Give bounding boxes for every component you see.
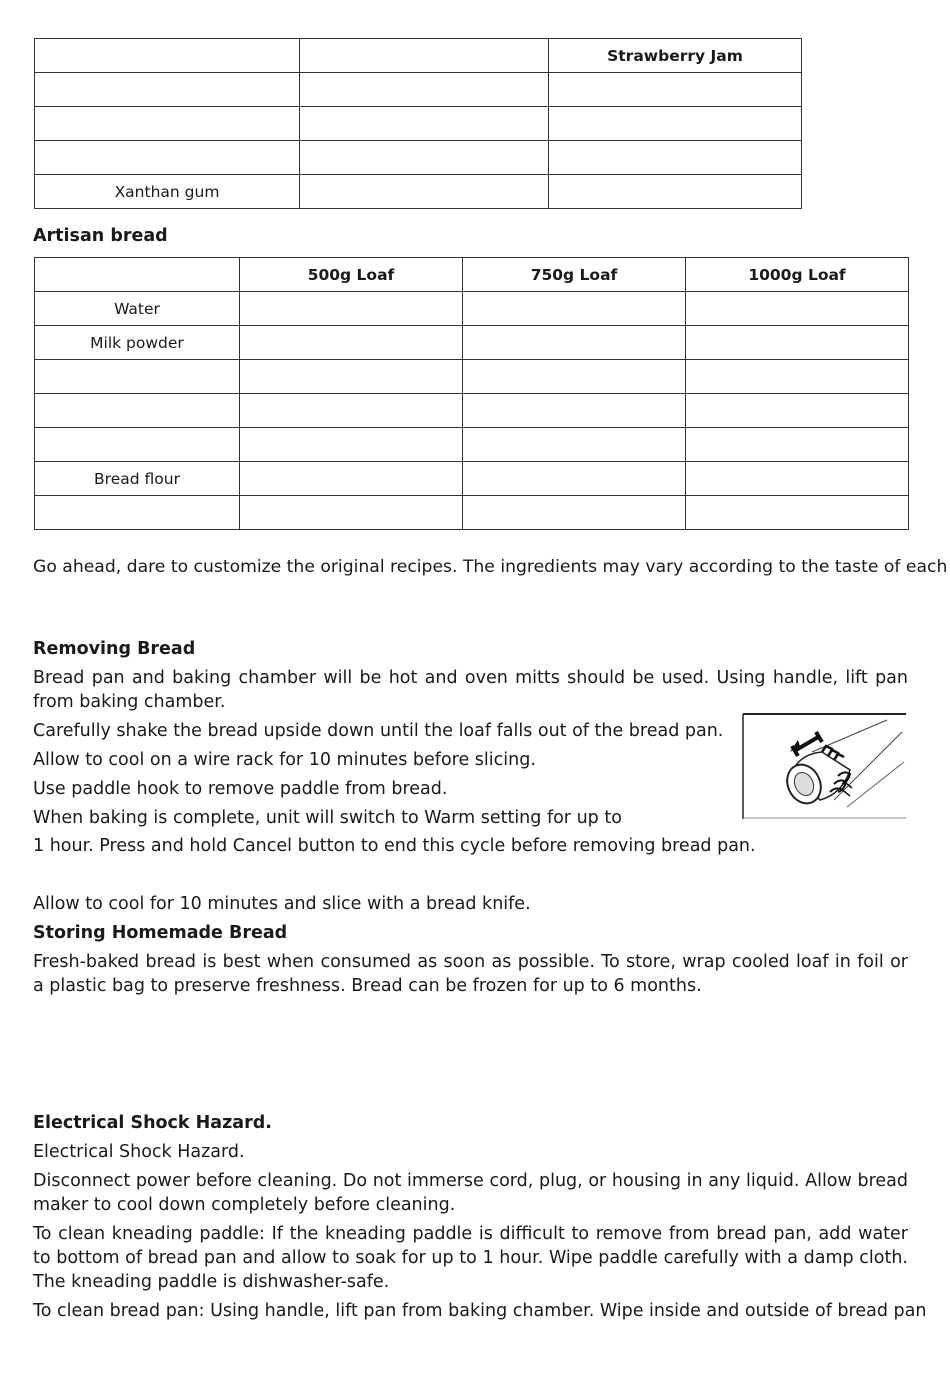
table-cell (35, 428, 240, 462)
table-cell: Bread flour (35, 462, 240, 496)
table-cell (686, 360, 909, 394)
table-cell (549, 73, 802, 107)
table-row (35, 107, 802, 141)
storing-heading: Storing Homemade Bread (33, 923, 288, 943)
table-cell (300, 141, 549, 175)
table-cell (35, 141, 300, 175)
table-header-row (35, 39, 802, 73)
table-cell (463, 394, 686, 428)
electrical-paragraph: Electrical Shock Hazard. (33, 1142, 245, 1162)
table-row (35, 326, 909, 360)
table-cell (240, 326, 463, 360)
table-cell: Xanthan gum (35, 175, 300, 209)
table-row (35, 73, 802, 107)
table-row (35, 141, 802, 175)
table-cell (240, 496, 463, 530)
table-cell (549, 107, 802, 141)
table-row (35, 360, 909, 394)
table-cell (240, 428, 463, 462)
table-cell (686, 394, 909, 428)
artisan-bread-table (34, 257, 909, 530)
table-cell (549, 141, 802, 175)
intro-paragraph: Go ahead, dare to customize the original recipes. The ingredients may vary according to the taste of each (33, 557, 948, 577)
electrical-paragraph: Disconnect power before cleaning. Do not immerse cord, plug, or housing in any liquid. Allow bread maker to cool down completely before cleaning. (33, 1171, 908, 1215)
removing-paragraph: Bread pan and baking chamber will be hot and oven mitts should be used. Using handle, lift pan from baking chamber. (33, 668, 908, 712)
table-cell: Milk powder (35, 326, 240, 360)
table-row (35, 428, 909, 462)
table-header-row (35, 258, 909, 292)
table-cell (35, 394, 240, 428)
removing-paragraph: When baking is complete, unit will switch to Warm setting for up to (33, 808, 622, 828)
table-cell (463, 292, 686, 326)
table-cell (35, 496, 240, 530)
table-cell (240, 360, 463, 394)
electrical-paragraph: To clean kneading paddle: If the kneading paddle is difficult to remove from bread pan, add water to bottom of bread pan and allow to soak for up to 1 hour. Wipe paddle carefully with a damp cloth. The kneading paddle is dishwasher-safe. (33, 1224, 908, 1292)
removing-paragraph: Use paddle hook to remove paddle from bread. (33, 779, 448, 799)
electrical-hazard-heading: Electrical Shock Hazard. (33, 1113, 272, 1133)
artisan-bread-heading: Artisan bread (33, 226, 168, 246)
table-header-cell: 1000g Loaf (686, 258, 909, 292)
table-cell (463, 462, 686, 496)
table-row (35, 462, 909, 496)
table-cell (686, 496, 909, 530)
table-cell (463, 360, 686, 394)
removing-bread-heading: Removing Bread (33, 639, 196, 659)
table-cell (300, 73, 549, 107)
bread-pan-removal-illustration (742, 712, 906, 820)
electrical-paragraph: To clean bread pan: Using handle, lift pan from baking chamber. Wipe inside and outside of bread pan (33, 1301, 927, 1321)
removing-paragraph: Allow to cool on a wire rack for 10 minutes before slicing. (33, 750, 536, 770)
table-cell (35, 360, 240, 394)
table-cell (35, 107, 300, 141)
storing-paragraph: Fresh-baked bread is best when consumed as soon as possible. To store, wrap cooled loaf in foil or a plastic bag to preserve freshness. Bread can be frozen for up to 6 months. (33, 952, 908, 996)
table-row (35, 496, 909, 530)
table-header-cell: 500g Loaf (240, 258, 463, 292)
table-cell (300, 175, 549, 209)
table-cell (240, 462, 463, 496)
table-cell (686, 462, 909, 496)
table-cell (35, 39, 300, 73)
table-cell (463, 428, 686, 462)
removing-paragraph: Allow to cool for 10 minutes and slice with a bread knife. (33, 894, 531, 914)
table-row (35, 292, 909, 326)
jam-table (34, 38, 802, 209)
table-cell (300, 107, 549, 141)
table-cell (35, 258, 240, 292)
table-cell (463, 496, 686, 530)
table-cell (463, 326, 686, 360)
table-cell (240, 292, 463, 326)
table-header-cell: Strawberry Jam (549, 39, 802, 73)
table-header-cell: 750g Loaf (463, 258, 686, 292)
table-cell (240, 394, 463, 428)
table-cell: Water (35, 292, 240, 326)
table-cell (686, 428, 909, 462)
table-cell (686, 326, 909, 360)
table-cell (35, 73, 300, 107)
table-cell (686, 292, 909, 326)
table-cell (549, 175, 802, 209)
removing-paragraph: Carefully shake the bread upside down until the loaf falls out of the bread pan. (33, 721, 724, 741)
table-cell (300, 39, 549, 73)
table-row (35, 175, 802, 209)
table-row (35, 394, 909, 428)
removing-paragraph: 1 hour. Press and hold Cancel button to end this cycle before removing bread pan. (33, 836, 756, 856)
